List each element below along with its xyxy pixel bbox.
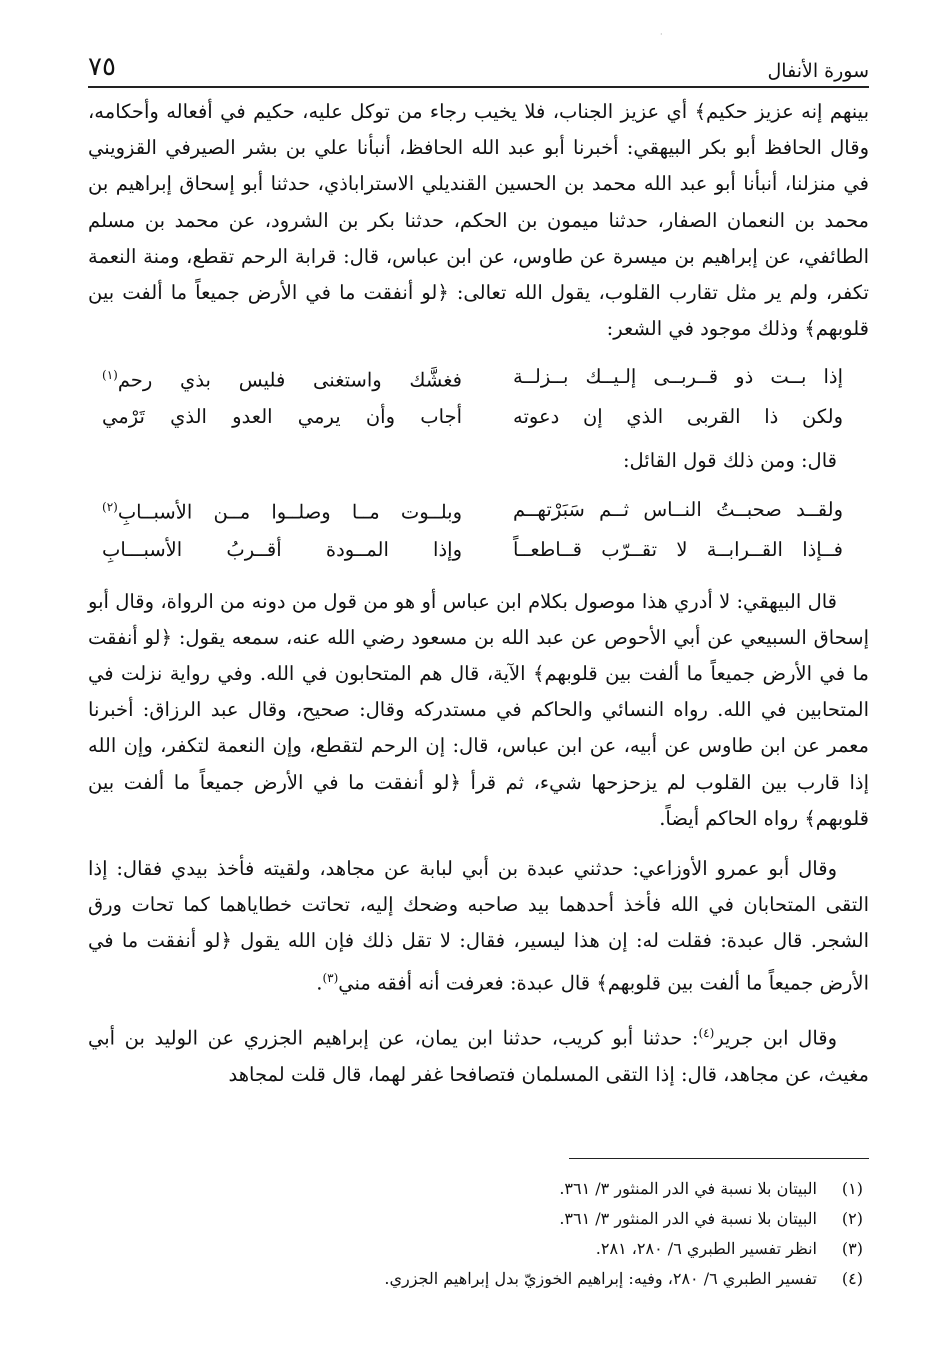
footnote-ref-3[interactable]: (٣) [322, 970, 339, 985]
verse-2 [88, 397, 869, 437]
footnote-4 [88, 1264, 869, 1294]
paragraph-1: بينهم إنه عزيز حكيم﴾ أي عزيز الجناب، فلا يخيب رجاء من توكل عليه، حكيم في أفعاله وأحكامه، وقال الحافظ أبو بكر البيهقي: أخبرنا أبو عبد الله الحافظ، أنبأنا علي بن بشر الصيرفي القزويني في منزلنا، أنبأنا أبو عبد الله محمد بن الحسين القنديلي الاستراباذي، حدثنا أبو إسحاق إبراهيم بن محمد بن النعمان الصفار، حدثنا ميمون بن الحكم، حدثنا بكر بن الشرود، عن محمد بن مسلم الطائفي، عن إبراهيم بن ميسرة عن طاوس، عن ابن عباس، قال: قرابة الرحم تقطع، ومنة النعمة تكفر، ولم ير مثل تقارب القلوب، يقول الله تعالى: ﴿لو أنفقت ما في الأرض جميعاً ما ألفت بين قلوبهم﴾ وذلك موجود في الشعر: [88, 100, 869, 341]
verse-3-first-hemistich: ولقــد صحبــتُ النــاس ثــم سَبَرْتهــم [513, 497, 843, 521]
page-header [88, 42, 869, 82]
main-text [88, 94, 869, 1093]
verse-4-first-hemistich: فــإذا القــرابــة لا تقــرّب قــاطعــاً [513, 537, 843, 561]
footnote-2 [88, 1204, 869, 1234]
poem-1 [88, 357, 869, 437]
poem-2 [88, 490, 869, 570]
verse-3-second-hemistich [102, 489, 462, 531]
page-number: ٧٥ [88, 52, 116, 82]
scan-speck: · [660, 30, 663, 39]
footnote-number: (٢) [841, 1209, 863, 1228]
paragraph-2: قال البيهقي: لا أدري هذا موصول بكلام ابن عباس أو هو من قول من دونه من الرواة، وقال أبو إسحاق السبيعي عن أبي الأحوص عن عبد الله بن مسعود رضي الله عنه، سمعه يقول: ﴿لو أنفقت ما في الأرض جميعاً ما ألفت بين قلوبهم﴾ الآية، قال هم المتحابون في الله. وفي رواية نزلت في المتحابين في الله. رواه النسائي والحاكم في مستدركه وقال: صحيح، وقال عبد الرزاق: أخبرنا معمر عن ابن طاوس عن أبيه، عن ابن عباس، قال: إن الرحم لتقطع، وإن النعمة لتكفر، وإن الله إذا قارب بين القلوب لم يزحزحها شيء، ثم قرأ ﴿لو أنفقت ما في الأرض جميعاً ما ألفت بين قلوبهم﴾ رواه الحاكم أيضاً. [88, 589, 869, 830]
verse-2-second-hemistich: أجاب وأن يرمي العدو الذي تَرْمي [102, 405, 462, 429]
verse-1-second-text: فغشَّك واستغنى فليس بذي رحم [117, 368, 462, 392]
paragraph-4-text: : حدثنا أبو كريب، حدثنا ابن يمان، عن إبراهيم الجزري عن الوليد بن أبي مغيث، عن مجاهد، قال: إذا التقى المسلمان فتصافحا غفر لهما، قال قلت لمجاهد [88, 1026, 869, 1087]
footnote-number: (١) [841, 1179, 863, 1198]
paragraph-3-end: . [316, 971, 323, 995]
paragraph-4-start: وقال ابن جرير [714, 1026, 837, 1050]
header-rule [88, 86, 869, 88]
verse-3-second-text: وبلــوت مــا وصلــوا مــن الأسبــابِ [117, 500, 462, 524]
footnote-ref-1[interactable]: (١) [102, 367, 118, 382]
paragraph-3 [88, 851, 869, 1001]
footnote-text: انظر تفسير الطبري ٦/ ٢٨٠، ٢٨١. [595, 1239, 817, 1258]
verse-1-first-hemistich: إذا بــت ذو قــربــى إلـيــك بــزلــة [513, 365, 843, 389]
footnote-text: تفسير الطبري ٦/ ٢٨٠، وفيه: إبراهيم الخوزيّ بدل إبراهيم الجزري. [384, 1269, 817, 1288]
verse-1 [88, 357, 869, 397]
paragraph-3-text: وقال أبو عمرو الأوزاعي: حدثني عبدة بن أبي لبابة عن مجاهد، ولقيته فأخذ بيدي فقال: إذا التقى المتحابان في الله فأخذ أحدهما بيد صاحبه وضحك إليه، تحاتت خطاياهما كما تحات ورق الشجر. قال عبدة: فقلت له: إن هذا ليسير، فقال: لا تقل ذلك فإن الله يقول ﴿لو أنفقت ما في الأرض جميعاً ما ألفت بين قلوبهم﴾ قال عبدة: فعرفت أنه أفقه مني [88, 857, 870, 995]
footnote-ref-2[interactable]: (٢) [102, 499, 118, 514]
verse-4 [88, 530, 869, 570]
surah-title: سورة الأنفال [767, 60, 869, 82]
footnote-text: البيتان بلا نسبة في الدر المنثور ٣/ ٣٦١. [559, 1179, 817, 1198]
footnotes [88, 1174, 869, 1294]
paragraph-4 [88, 1015, 869, 1093]
footnote-3 [88, 1234, 869, 1264]
verse-4-second-hemistich: وإذا المــودة أقــربُ الأسبـــابِ [102, 537, 462, 561]
footnote-rule [569, 1158, 869, 1159]
footnote-1 [88, 1174, 869, 1204]
footnote-number: (٣) [841, 1239, 863, 1258]
footnote-text: البيتان بلا نسبة في الدر المنثور ٣/ ٣٦١. [559, 1209, 817, 1228]
footnote-ref-4[interactable]: (٤) [698, 1026, 715, 1041]
footnote-number: (٤) [841, 1269, 863, 1288]
verse-2-first-hemistich: ولكن ذا القربى الذي إن دعوته [513, 405, 843, 429]
said-line: قال: ومن ذلك قول القائل: [622, 449, 837, 473]
verse-3 [88, 490, 869, 530]
verse-1-second-hemistich [102, 357, 462, 399]
